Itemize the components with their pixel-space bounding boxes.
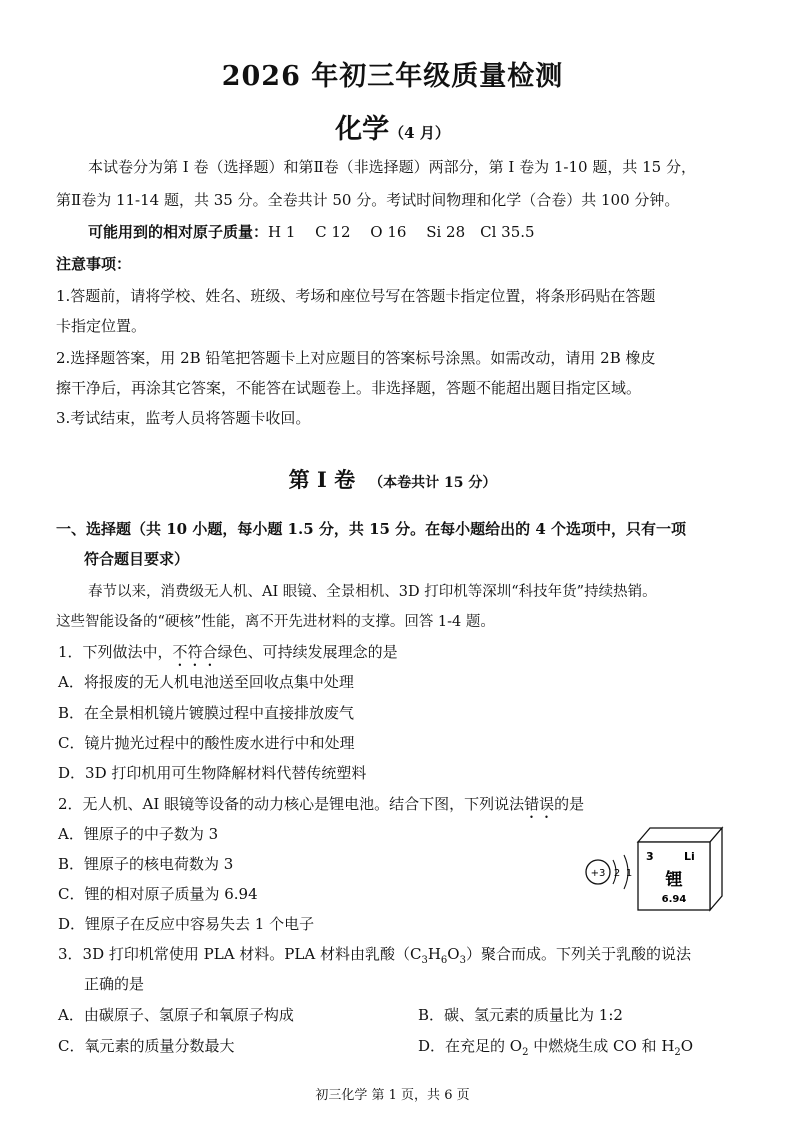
note-2-line-1: 2.选择题答案，用 2B 铅笔把答题卡上对应题目的答案标号涂黑。如需改动，请用 2B 橡皮: [56, 349, 656, 367]
atomic-number: 3: [646, 850, 654, 863]
element-name: 锂: [665, 870, 683, 890]
exam-title: 2026 年初三年级质量检测: [221, 61, 564, 92]
lithium-figure: [580, 822, 730, 912]
q3-stem-line-2: 正确的是: [84, 975, 145, 993]
lithium-figure-svg: [580, 822, 730, 912]
card-top-face: [638, 828, 722, 842]
q1-stem: [58, 642, 398, 670]
q1-stem-suffix: 绿色、可持续发展理念的是: [217, 643, 398, 661]
section-note: （本卷共计 15 分）: [369, 475, 497, 491]
intro-line-2: 第Ⅱ卷为 11-14 题，共 35 分。全卷共计 50 分。考试时间物理和化学（合卷）共 100 分钟。: [56, 191, 680, 209]
q3-stem-part-h: H: [427, 945, 441, 963]
q1-stem-prefix: 1．下列做法中，: [58, 643, 173, 661]
q1-option-a: A．将报废的无人机电池送至回收点集中处理: [58, 673, 354, 691]
part1-heading-line-2: 符合题目要求）: [84, 550, 190, 568]
q3-d-part-c: 中燃烧生成 CO 和 H: [528, 1037, 675, 1055]
shell-2-electrons: 1: [625, 868, 633, 879]
q2-option-d: D．锂原子在反应中容易失去 1 个电子: [58, 915, 315, 933]
atomic-mass-label: 可能用到的相对原子质量：: [88, 223, 269, 241]
q3-option-b: B．碳、氢元素的质量比为 1:2: [418, 1006, 623, 1024]
q2-option-b: B．锂原子的核电荷数为 3: [58, 855, 234, 873]
note-1-line-1: 1.答题前，请将学校、姓名、班级、考场和座位号写在答题卡指定位置，将条形码贴在答题: [56, 287, 656, 305]
q1-option-d: D．3D 打印机用可生物降解材料代替传统塑料: [58, 764, 367, 782]
q1-option-c: C．镜片抛光过程中的酸性废水进行中和处理: [58, 734, 355, 752]
element-symbol: Li: [684, 850, 695, 863]
q3-sub-o: 3: [459, 955, 466, 966]
note-2-line-2: 擦干净后，再涂其它答案，不能答在试题卷上。非选择题，答题不能超出题目指定区域。: [56, 379, 642, 397]
nucleus-charge: +3: [590, 868, 606, 879]
q2-stem-suffix: 的是: [554, 795, 585, 813]
subject-name: 化学: [335, 114, 390, 145]
note-3: 3.考试结束，监考人员将答题卡收回。: [56, 409, 311, 427]
passage-line-1: 春节以来，消费级无人机、AI 眼镜、全景相机、3D 打印机等深圳“科技年货”持续热销。: [88, 584, 657, 600]
q3-stem-line-1: [58, 944, 691, 971]
page-footer: 初三化学 第 1 页，共 6 页: [315, 1088, 470, 1103]
q3-stem-part-end: ）聚合而成。下列关于乳酸的说法: [465, 945, 691, 963]
atomic-mass-values: H 1 C 12 O 16 Si 28 Cl 35.5: [268, 223, 535, 241]
q2-option-a: A．锂原子的中子数为 3: [58, 825, 219, 843]
card-side-face: [710, 828, 722, 910]
q3-option-c: C．氧元素的质量分数最大: [58, 1037, 235, 1055]
q3-option-a: A．由碳原子、氢原子和氧原子构成: [58, 1006, 294, 1024]
q1-stem-emphasis: 不符合: [172, 643, 218, 661]
intro-line-1: 本试卷分为第 I 卷（选择题）和第Ⅱ卷（非选择题）两部分，第 I 卷为 1-10 题，共 15 分，: [88, 158, 696, 176]
q2-stem-prefix: 2．无人机、AI 眼镜等设备的动力核心是锂电池。结合下图，下列说法: [58, 795, 525, 813]
q3-d-sub-h2: 2: [674, 1047, 681, 1058]
q3-sub-h: 6: [440, 955, 448, 966]
passage-line-2: 这些智能设备的“硬核”性能，离不开先进材料的支撑。回答 1-4 题。: [56, 614, 495, 630]
q3-stem-part-a: 3．3D 打印机常使用 PLA 材料。PLA 材料由乳酸（C: [58, 945, 422, 963]
note-1-line-2: 卡指定位置。: [56, 317, 147, 335]
part1-heading-line-1: 一、选择题（共 10 小题，每小题 1.5 分，共 15 分。在每小题给出的 4 个选项中，只有一项: [56, 520, 687, 538]
q3-d-part-e: O: [680, 1037, 694, 1055]
q3-option-d: [418, 1036, 693, 1063]
q1-option-b: B．在全景相机镜片镀膜过程中直接排放废气: [58, 704, 355, 722]
subject-month: （4 月）: [389, 124, 450, 142]
q2-option-c: C．锂的相对原子质量为 6.94: [58, 885, 258, 903]
q3-d-sub-o2: 2: [522, 1047, 529, 1058]
shell-1-electrons: 2: [613, 868, 621, 879]
atomic-mass-line: [88, 222, 535, 242]
section-name: 第 I 卷: [288, 467, 356, 492]
element-mass: 6.94: [661, 894, 687, 905]
q3-sub-c: 3: [421, 955, 428, 966]
exam-subject: [0, 107, 785, 146]
q3-d-part-a: D．在充足的 O: [418, 1037, 523, 1055]
notes-heading: 注意事项：: [56, 255, 132, 273]
q2-stem: [58, 794, 584, 822]
section-title: [0, 464, 785, 494]
q3-stem-part-o: O: [447, 945, 460, 963]
q2-stem-emphasis: 错误: [524, 795, 555, 813]
